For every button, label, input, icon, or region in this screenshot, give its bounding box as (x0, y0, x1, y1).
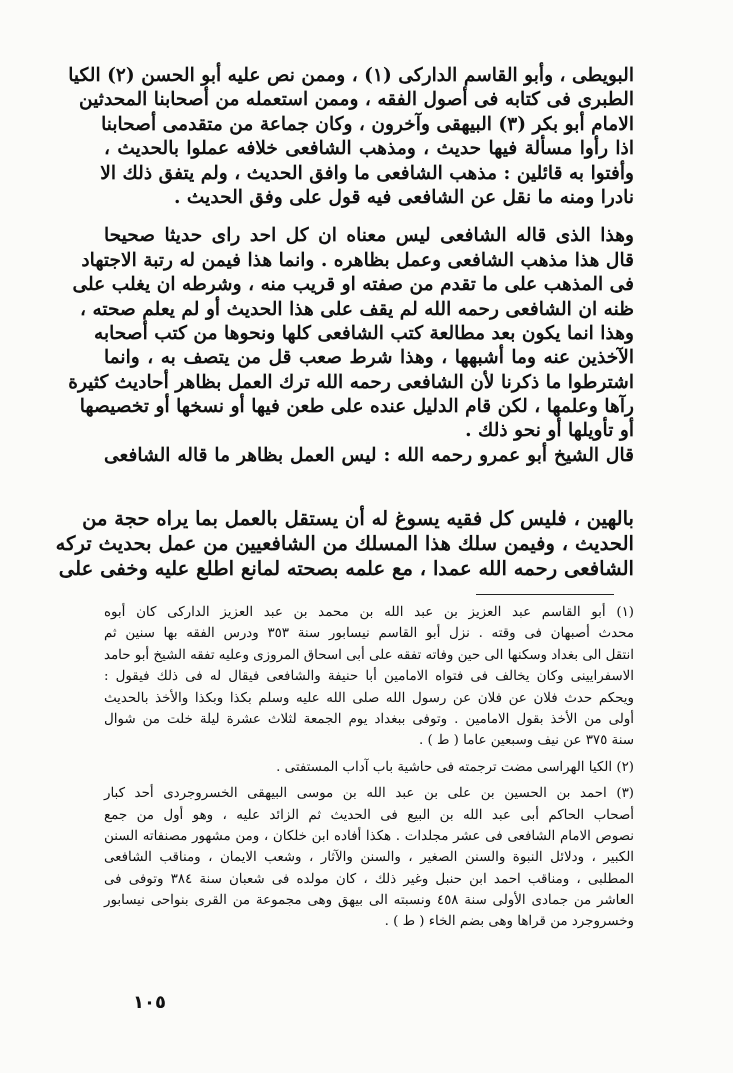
text-line: ظنه ان الشافعى رحمه الله لم يقف على هذا الحديث أو لم يعلم صحته ، (79, 298, 634, 320)
main-text-continued (55, 506, 634, 581)
paragraph-4 (55, 506, 634, 581)
footnote-line: الكبير ، ودلائل النبوة والسنن الصغير ، والسنن والآثار ، وشعب الايمان ، ومناقب الشافعى (104, 850, 634, 866)
main-text (68, 64, 634, 468)
footnote-3 (104, 783, 634, 933)
footnote-line: (٢) الكيا الهراسى مضت ترجمته فى حاشية باب آداب المستفتى . (276, 759, 634, 775)
text-line: وهذا الذى قاله الشافعى ليس معناه ان كل احد راى حديثا صحيحا (104, 225, 634, 247)
footnote-line: العاشر من جمادى الأولى سنة ٤٥٨ ونسبته الى بيهق وهى مجموعة من القرى بنواحى نيسابور (104, 893, 634, 909)
footnote-line: المطلبى ، ومناقب احمد ابن حنبل وغير ذلك ، كان مولده فى شعبان سنة ٣٨٤ وتوفى فى (104, 871, 635, 887)
paragraph-1 (68, 64, 634, 210)
footnote-line: انتقل الى بغداد وسكنها الى حين وفاته تفقه على أبى اسحاق المروزى وعليه تفقه الشيخ أبو حامد (103, 647, 634, 663)
footnote-line: أصحاب الحاكم أبى عبد الله بن البيع فى الحديث ثم الزائد عليه ، وهو أول من جمع (104, 807, 634, 823)
footnote-line: (٣) احمد بن الحسين بن على بن عبد الله بن موسى البيهقى الخسروجردى أحد كبار (104, 786, 634, 802)
text-line: الحديث ، وفيمن سلك هذا المسلك من الشافعيين من عمل بحديث تركه (55, 532, 634, 555)
text-line: البويطى ، وأبو القاسم الداركى (١) ، وممن نص عليه أبو الحسن (٢) الكيا (68, 65, 634, 86)
text-line: وأفتوا به قائلين : مذهب الشافعى ما وافق الحديث ، ولم يتفق ذلك الا (100, 162, 634, 184)
text-line: نادرا ومنه ما نقل عن الشافعى فيه قول على وفق الحديث . (173, 186, 634, 208)
paragraph-3 (104, 444, 634, 468)
text-line: الشافعى رحمه الله عمدا ، مع علمه بصحته لمانع اطلع عليه وخفى على (58, 557, 634, 580)
text-line: قال الشيخ أبو عمرو رحمه الله : ليس العمل بظاهر ما قاله الشافعى (104, 444, 634, 466)
footnote-line: (١) أبو القاسم عبد العزيز بن عبد الله بن محمد بن عبد العزيز الداركى كان أبوه (104, 605, 634, 620)
footnote-line: وخسروجرد من قراها وهى بضم الخاء ( ط ) . (384, 914, 634, 930)
footnote-line: سنة ٣٧٥ عن نيف وسبعين عاما ( ط ) . (419, 733, 634, 749)
footnote-line: أولى من الأخذ بقول الامامين . وتوفى ببغداد يوم الجمعة لثلاث عشرة ليلة خلت من شوال (104, 711, 634, 727)
text-line: الطبرى فى كتابه فى أصول الفقه ، وممن استعمله من أصحابنا المحدثين (79, 89, 634, 111)
page-number: ١٠٥ (133, 992, 166, 1013)
footnote-1 (104, 602, 634, 752)
footnote-line: الاسفرايينى وكان يخالف فى فتواه الامامين أبا حنيفة والشافعى فيقال له فى ذلك فيقول : (104, 669, 634, 685)
footnote-2 (104, 757, 634, 778)
text-line: اذا رأوا مسألة فيها حديث ، ومذهب الشافعى خلافه عملوا بالحديث ، (104, 138, 634, 160)
text-line: أو تأويلها أو نحو ذلك . (465, 420, 634, 442)
paragraph-gap (104, 210, 634, 224)
text-line: بالهين ، فليس كل فقيه يسوغ له أن يستقل بالعمل بما يراه حجة من (82, 507, 634, 530)
footnote-separator (476, 594, 614, 595)
text-line: اشترطوا ما ذكرنا لأن الشافعى رحمه الله ترك العمل بظاهر أحاديث كثيرة (68, 371, 634, 393)
footnotes (104, 602, 634, 933)
text-line: فى المذهب على ما تقدم من صفته او قريب منه ، وشرطه ان يغلب على (72, 274, 634, 296)
text-line: وهذا انما يكون بعد مطالعة كتب الشافعى كلها ونحوها من كتب أصحابه (94, 322, 634, 344)
footnote-line: ويحكم حدث فلان عن فلان عن رسول الله صلى الله عليه وسلم بكذا وبكذا والأخذ بالحديث (104, 690, 634, 706)
text-line: قال هذا مذهب الشافعى وعمل بظاهره . وانما هذا فيمن له رتبة الاجتهاد (81, 249, 634, 271)
footnote-line: نصوص الامام الشافعى فى عشر مجلدات . هكذا أفاده ابن خلكان ، ومن مشهور مصنفاته السنن (104, 828, 634, 844)
text-line: رآها وعلمها ، لكن قام الدليل عنده على طعن فيها أو نسخها أو تخصيصها (79, 396, 634, 418)
footnote-line: محدث أصبهان فى وقته . نزل أبو القاسم نيسابور سنة ٣٥٣ ودرس الفقه بها سنين ثم (104, 626, 634, 642)
paragraph-2 (68, 224, 634, 444)
text-line: الامام أبو بكر (٣) البيهقى وآخرون ، وكان جماعة من متقدمى أصحابنا (101, 113, 634, 135)
text-line: الآخذين عنه وما أشبهها ، وهذا شرط صعب قل من يتصف به ، وانما (104, 347, 634, 369)
